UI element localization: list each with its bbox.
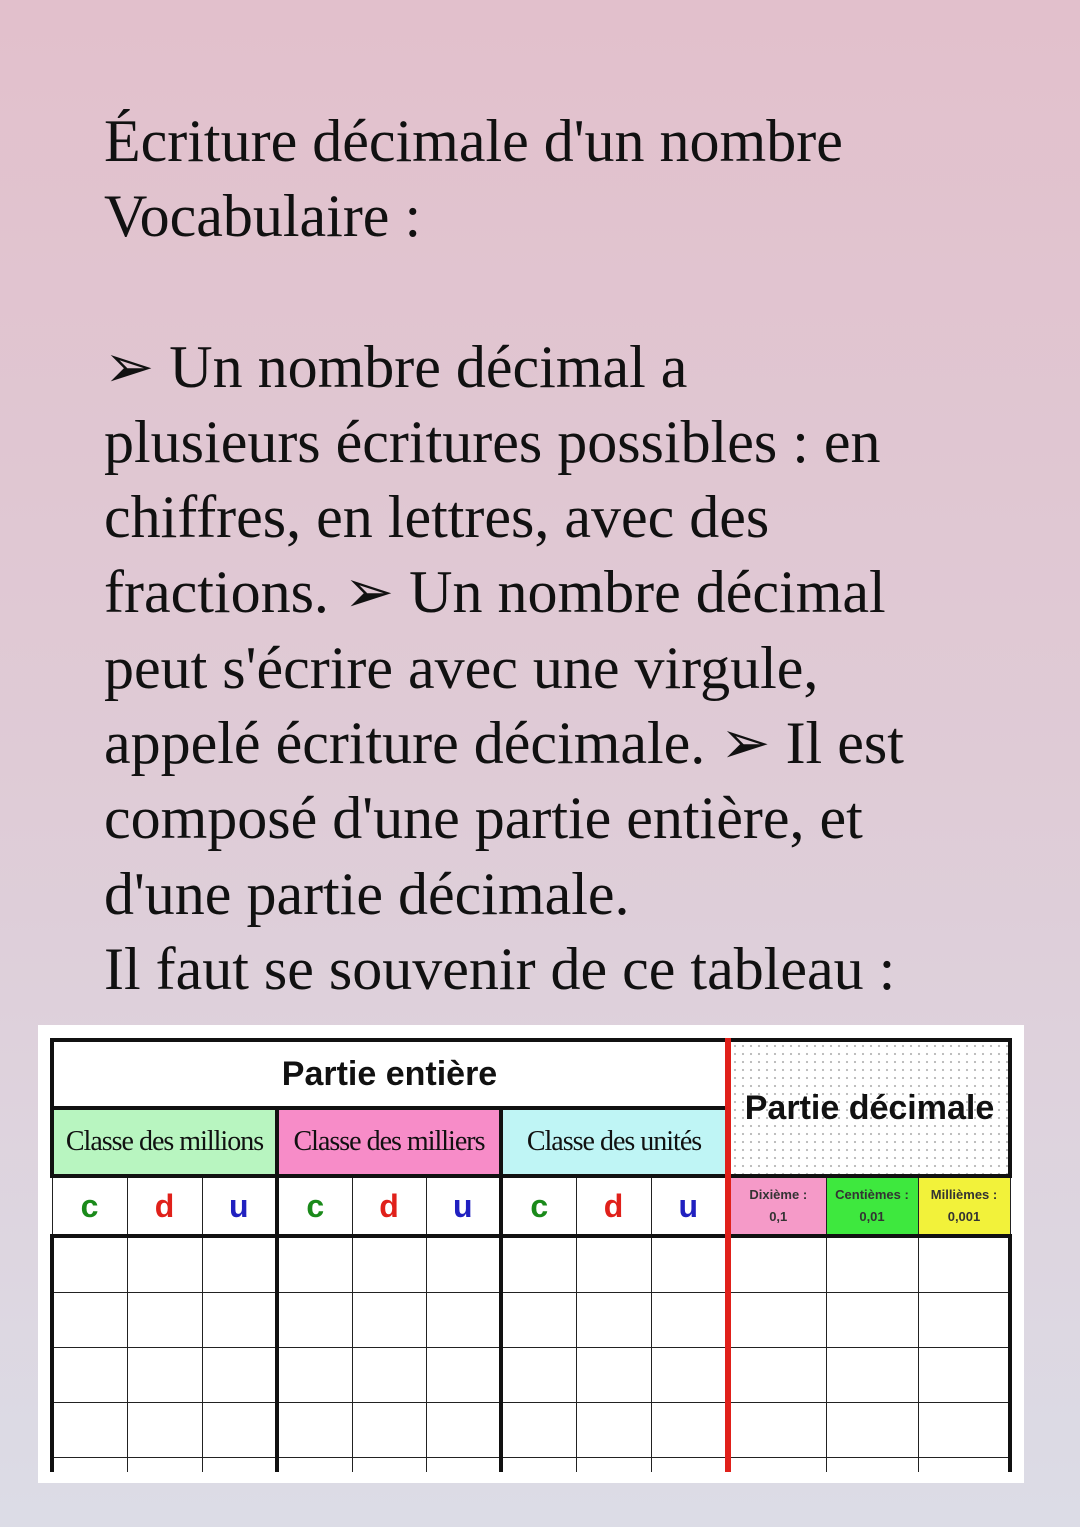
table-row [52, 1293, 1010, 1348]
empty-cell [918, 1403, 1010, 1458]
empty-cell [202, 1236, 277, 1293]
body-line: composé d'une partie entière, et [104, 785, 863, 852]
empty-cell [918, 1348, 1010, 1403]
empty-cell [826, 1348, 918, 1403]
empty-cell [426, 1293, 501, 1348]
body-line: d'une partie décimale. [104, 860, 630, 927]
empty-cell [576, 1236, 651, 1293]
class-header: Classe des unités [501, 1108, 728, 1176]
body-line: fractions. ➢ Un nombre décimal [104, 559, 886, 626]
digit-header-d: d [576, 1176, 651, 1236]
empty-cell [651, 1236, 728, 1293]
table-row [52, 1403, 1010, 1458]
empty-cell [501, 1293, 576, 1348]
empty-cell [576, 1403, 651, 1458]
empty-cell [127, 1293, 202, 1348]
empty-cell [918, 1293, 1010, 1348]
empty-cell [127, 1458, 202, 1473]
empty-cell [277, 1293, 352, 1348]
empty-cell [426, 1236, 501, 1293]
decimal-column-header [728, 1176, 826, 1236]
empty-cell [52, 1403, 127, 1458]
empty-cell [826, 1236, 918, 1293]
digit-header-u: u [426, 1176, 501, 1236]
empty-cell [52, 1348, 127, 1403]
empty-cell [352, 1403, 426, 1458]
body-line: chiffres, en lettres, avec des [104, 484, 770, 551]
empty-cell [352, 1293, 426, 1348]
empty-cell [127, 1236, 202, 1293]
body-line: ➢ Un nombre décimal a [104, 333, 688, 400]
digit-header-d: d [352, 1176, 426, 1236]
empty-cell [918, 1458, 1010, 1473]
body-line: peut s'écrire avec une virgule, [104, 634, 819, 701]
decimal-column-value: 0,01 [859, 1209, 885, 1224]
digit-header-c: c [52, 1176, 127, 1236]
body-line: Il faut se souvenir de ce tableau : [104, 935, 896, 1002]
decimal-column-name: Dixième : [749, 1187, 808, 1202]
digit-header-c: c [501, 1176, 576, 1236]
empty-cell [501, 1348, 576, 1403]
empty-cell [501, 1236, 576, 1293]
decimal-column-name: Centièmes : [835, 1187, 909, 1202]
empty-cell [426, 1403, 501, 1458]
empty-cell [52, 1236, 127, 1293]
empty-cell [52, 1458, 127, 1473]
decimal-part-header: Partie décimale [728, 1040, 1010, 1176]
empty-cell [426, 1458, 501, 1473]
table-row [52, 1348, 1010, 1403]
lesson-text [104, 104, 1004, 1007]
empty-cell [202, 1458, 277, 1473]
empty-cell [352, 1348, 426, 1403]
empty-cell [651, 1348, 728, 1403]
empty-cell [352, 1236, 426, 1293]
empty-cell [651, 1403, 728, 1458]
empty-cell [826, 1458, 918, 1473]
digit-header-u: u [651, 1176, 728, 1236]
empty-cell [277, 1458, 352, 1473]
empty-cell [651, 1458, 728, 1473]
class-header: Classe des milliers [277, 1108, 501, 1176]
section-title: Vocabulaire : [104, 183, 422, 250]
empty-cell [352, 1458, 426, 1473]
empty-cell [426, 1348, 501, 1403]
empty-cell [202, 1348, 277, 1403]
integer-part-header: Partie entière [52, 1040, 728, 1108]
table-row [52, 1236, 1010, 1293]
body-line: appelé écriture décimale. ➢ Il est [104, 710, 904, 777]
decimal-column-header [826, 1176, 918, 1236]
empty-cell [918, 1236, 1010, 1293]
decimal-column-value: 0,1 [769, 1209, 788, 1224]
empty-cell [277, 1403, 352, 1458]
empty-cell [826, 1293, 918, 1348]
empty-cell [202, 1293, 277, 1348]
empty-cell [576, 1458, 651, 1473]
digit-header-d: d [127, 1176, 202, 1236]
empty-cell [127, 1403, 202, 1458]
empty-cell [52, 1293, 127, 1348]
place-value-table [50, 1038, 1012, 1472]
digit-header-c: c [277, 1176, 352, 1236]
empty-cell [728, 1236, 826, 1293]
empty-cell [728, 1458, 826, 1473]
decimal-column-header [918, 1176, 1010, 1236]
empty-cell [576, 1348, 651, 1403]
decimal-column-value: 0,001 [947, 1209, 981, 1224]
decimal-column-name: Millièmes : [930, 1187, 998, 1202]
empty-cell [826, 1403, 918, 1458]
empty-cell [501, 1458, 576, 1473]
empty-cell [202, 1403, 277, 1458]
empty-cell [127, 1348, 202, 1403]
empty-cell [728, 1293, 826, 1348]
empty-cell [501, 1403, 576, 1458]
empty-cell [576, 1293, 651, 1348]
empty-cell [728, 1403, 826, 1458]
page-title: Écriture décimale d'un nombre [104, 108, 843, 174]
empty-cell [277, 1236, 352, 1293]
empty-cell [277, 1348, 352, 1403]
empty-cell [651, 1293, 728, 1348]
place-value-table-image [38, 1025, 1024, 1483]
empty-cell [728, 1348, 826, 1403]
table-row [52, 1458, 1010, 1473]
class-header: Classe des millions [52, 1108, 277, 1176]
body-line: plusieurs écritures possibles : en [104, 408, 881, 475]
digit-header-u: u [202, 1176, 277, 1236]
